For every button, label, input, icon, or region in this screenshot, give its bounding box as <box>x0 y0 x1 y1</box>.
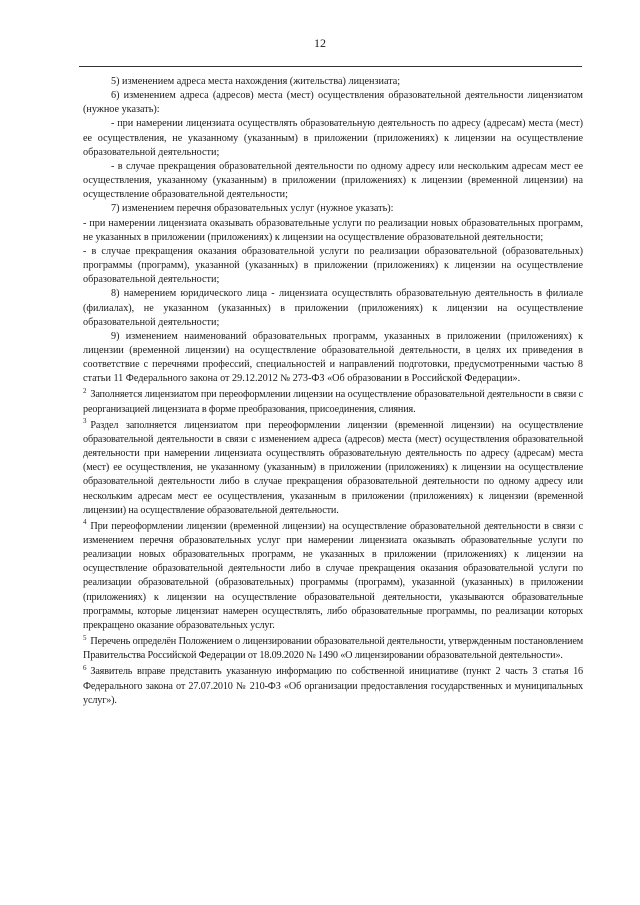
list-item: 8) намерением юридического лица - лицензиата осуществлять образовательную деятельность в филиале (филиалах), не указанном (указанных) в приложении (приложениях) к лицензии на осуществление образовательной деятельности; <box>83 288 583 328</box>
list-item: 9) изменением наименований образовательных программ, указанных в приложении (приложениях) к лицензии (временной лицензии) на осуществление образовательной деятельности, в целях их приведения в соответствие с перечнями профессий, специальностей и направлений подготовки, предусмотренными частью 8 статьи 11 Федерального закона от 29.12.2012 № 273-ФЗ «Об образовании в Российской Федерации». <box>83 330 583 385</box>
list-item: - в случае прекращения оказания образовательной услуги по реализации образовательной (образовательных) программы (программ), указанной (указанных) в приложении (приложениях) к лицензии на осуществление образовательной деятельности; <box>83 245 583 286</box>
footnote-6 <box>83 665 583 707</box>
footnote-text: Заполняется лицензиатом при переоформлении лицензии на осуществление образовательной деятельности в связи с реорганизацией лицензиата в форме преобразования, присоединения, слияния. <box>83 389 583 415</box>
list-item: - при намерении лицензиата оказывать образовательные услуги по реализации новых образовательных программ, не указанных в приложении (приложениях) к лицензии на осуществление образовательной деятельности; <box>83 217 583 243</box>
footnote-5 <box>83 635 583 663</box>
footnote-mark: 6 <box>83 664 87 673</box>
list-item: 7) изменением перечня образовательных услуг (нужное указать): <box>111 203 394 215</box>
footnote-4 <box>83 520 583 633</box>
footnote-text: Перечень определён Положением о лицензировании образовательной деятельности, утвержденным постановлением Правительства Российской Федерации от 18.09.2020 № 1490 «О лицензировании образовательной деятельности». <box>83 636 583 662</box>
header-rule <box>79 66 582 67</box>
list-item: - в случае прекращения образовательной деятельности по одному адресу или нескольким адресам мест ее осуществления, указанному (указанным) в приложении (приложениях) к лицензии (временной лицензии) на осуществление образовательной деятельности; <box>83 160 583 201</box>
footnote-text: При переоформлении лицензии (временной лицензии) на осуществление образовательной деятельности в связи с изменением перечня образовательных услуг при намерении лицензиата оказывать образовательные услуги по реализации новых образовательных программ, не указанных в приложении (приложениях) к лицензии на осуществление образовательной деятельности либо в случае прекращения оказания образовательной услуги по реализации образовательной (образовательных) программы (программ), указанной (указанных) в приложении (приложениях) к лицензии на осуществление образовательной деятельности, указываются образовательные программы, которые лицензиат намерен осуществлять, либо образовательные программы, по реализации которых прекращено оказание образовательных услуг. <box>83 520 583 631</box>
list-item: 5) изменением адреса места нахождения (жительства) лицензиата; <box>111 76 401 87</box>
footnote-3 <box>83 419 583 518</box>
document-body <box>83 75 583 708</box>
footnote-2 <box>83 388 583 416</box>
footnote-mark: 2 <box>83 387 87 396</box>
footnote-mark: 4 <box>83 518 87 527</box>
footnote-mark: 5 <box>83 633 87 642</box>
list-item: 6) изменением адреса (адресов) места (мест) осуществления образовательной деятельности лицензиатом (нужное указать): <box>83 90 583 116</box>
footnote-text: Раздел заполняется лицензиатом при переоформлении лицензии (временной лицензии) на осуществление образовательной деятельности в связи с изменением адреса (адресов) места (мест) осуществления образовательной деятельности при намерении лицензиата осуществлять образовательную деятельность по адресу (адресам) места (мест) ее осуществления, не указанному (указанным) в приложении (приложениях) к лицензии на осуществление образовательной деятельности либо в случае прекращения образовательной деятельности по одному адресу или нескольким адресам мест ее осуществления, указанным в приложении (приложениях) к лицензии (временной лицензии) на осуществление образовательной деятельности. <box>83 419 583 516</box>
footnote-text: Заявитель вправе представить указанную информацию по собственной инициативе (пункт 2 часть 3 статья 16 Федерального закона от 27.07.2010 № 210-ФЗ «Об организации предоставления государственных и муниципальных услуг»). <box>83 666 583 706</box>
page-number: 12 <box>314 36 326 50</box>
list-item: - при намерении лицензиата осуществлять образовательную деятельность по адресу (адресам) места (мест) ее осуществления, не указанному (указанным) в приложении (приложениях) к лицензии на осуществление образовательной деятельности; <box>83 118 583 158</box>
footnote-mark: 3 <box>83 417 87 426</box>
